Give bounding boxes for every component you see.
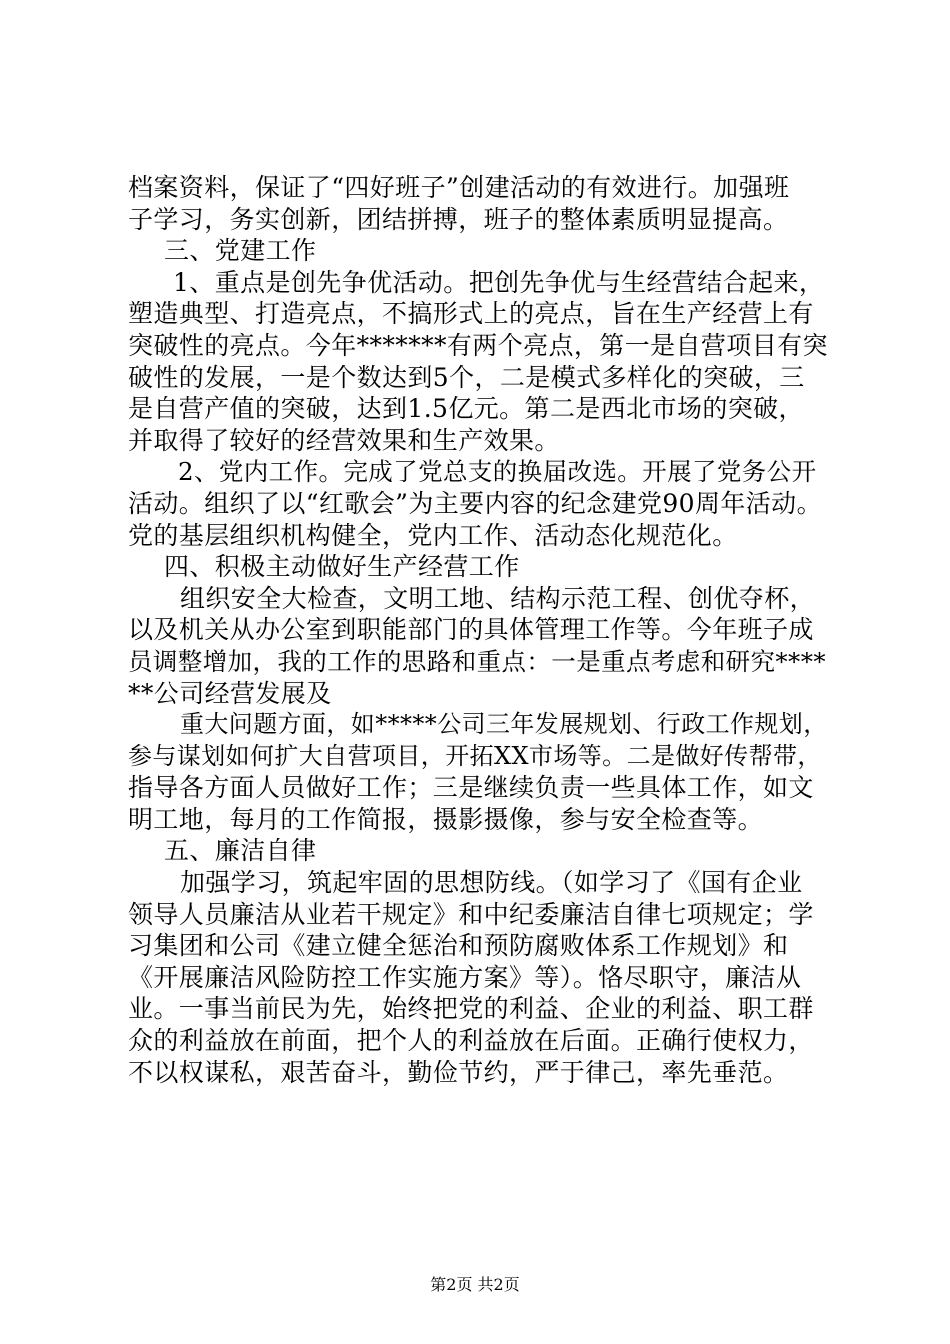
text-line: **公司经营发展及: [128, 678, 332, 708]
text-line: 子学习，务实创新，团结拼搏，班子的整体素质明显提高。: [128, 204, 789, 234]
text-line: 五、廉洁自律: [164, 836, 317, 866]
text-line: 不以权谋私，艰苦奋斗，勤俭节约，严于律己，率先垂范。: [128, 1057, 789, 1087]
text-line: 明工地，每月的工作简报，摄影摄像，参与安全检查等。: [128, 804, 764, 834]
page-footer: 第2页 共2页: [430, 1275, 520, 1294]
text-line: 领导人员廉洁从业若干规定》和中纪委廉洁自律七项规定；学: [128, 899, 814, 929]
text-line: 指导各方面人员做好工作；三是继续负责一些具体工作，如文: [128, 773, 814, 803]
text-line: 参与谋划如何扩大自营项目，开拓XX市场等。二是做好传帮带，: [128, 741, 822, 770]
text-line: 加强学习，筑起牢固的思想防线。（如学习了《国有企业: [180, 868, 803, 898]
text-line: 党的基层组织机构健全，党内工作、活动态化规范化。: [128, 520, 738, 550]
text-line: 活动。组织了以“红歌会”为主要内容的纪念建党90周年活动。: [128, 488, 822, 518]
text-line: 业。一事当前民为先，始终把党的利益、企业的利益、职工群: [128, 994, 814, 1024]
text-line: 《开展廉洁风险防控工作实施方案》等）。恪尽职守，廉洁从: [128, 962, 802, 992]
body-text: [128, 172, 828, 1088]
text-line: 四、积极主动做好生产经营工作: [164, 552, 520, 582]
text-line: 突破性的亮点。今年*******有两个亮点，第一是自营项目有突: [128, 330, 828, 360]
text-line: 塑造典型、打造亮点，不搞形式上的亮点，旨在生产经营上有: [128, 299, 814, 329]
text-line: 众的利益放在前面，把个人的利益放在后面。正确行使权力，: [128, 1026, 814, 1056]
text-line: 员调整增加，我的工作的思路和重点：一是重点考虑和研究****: [128, 646, 826, 676]
text-line: 重大问题方面，如*****公司三年发展规划、行政工作规划，: [180, 710, 828, 739]
text-line: 以及机关从办公室到职能部门的具体管理工作等。今年班子成: [128, 615, 814, 645]
text-line: 是自营产值的突破，达到1.5亿元。第二是西北市场的突破，: [128, 394, 804, 424]
text-line: 并取得了较好的经营效果和生产效果。: [128, 425, 560, 455]
text-line: 档案资料，保证了“四好班子”创建活动的有效进行。加强班: [128, 173, 790, 202]
text-line: 2、党内工作。完成了党总支的换届改选。开展了党务公开: [178, 457, 817, 487]
text-line: 组织安全大检查，文明工地、结构示范工程、创优夺杯，: [180, 583, 816, 613]
text-line: 1、重点是创先争优活动。把创先争优与生经营结合起来，: [173, 267, 825, 297]
text-line: 破性的发展，一是个数达到5个，二是模式多样化的突破，三: [128, 362, 805, 392]
text-line: 习集团和公司《建立健全惩治和预防腐败体系工作规划》和: [128, 931, 789, 961]
text-line: 三、党建工作: [164, 236, 317, 266]
